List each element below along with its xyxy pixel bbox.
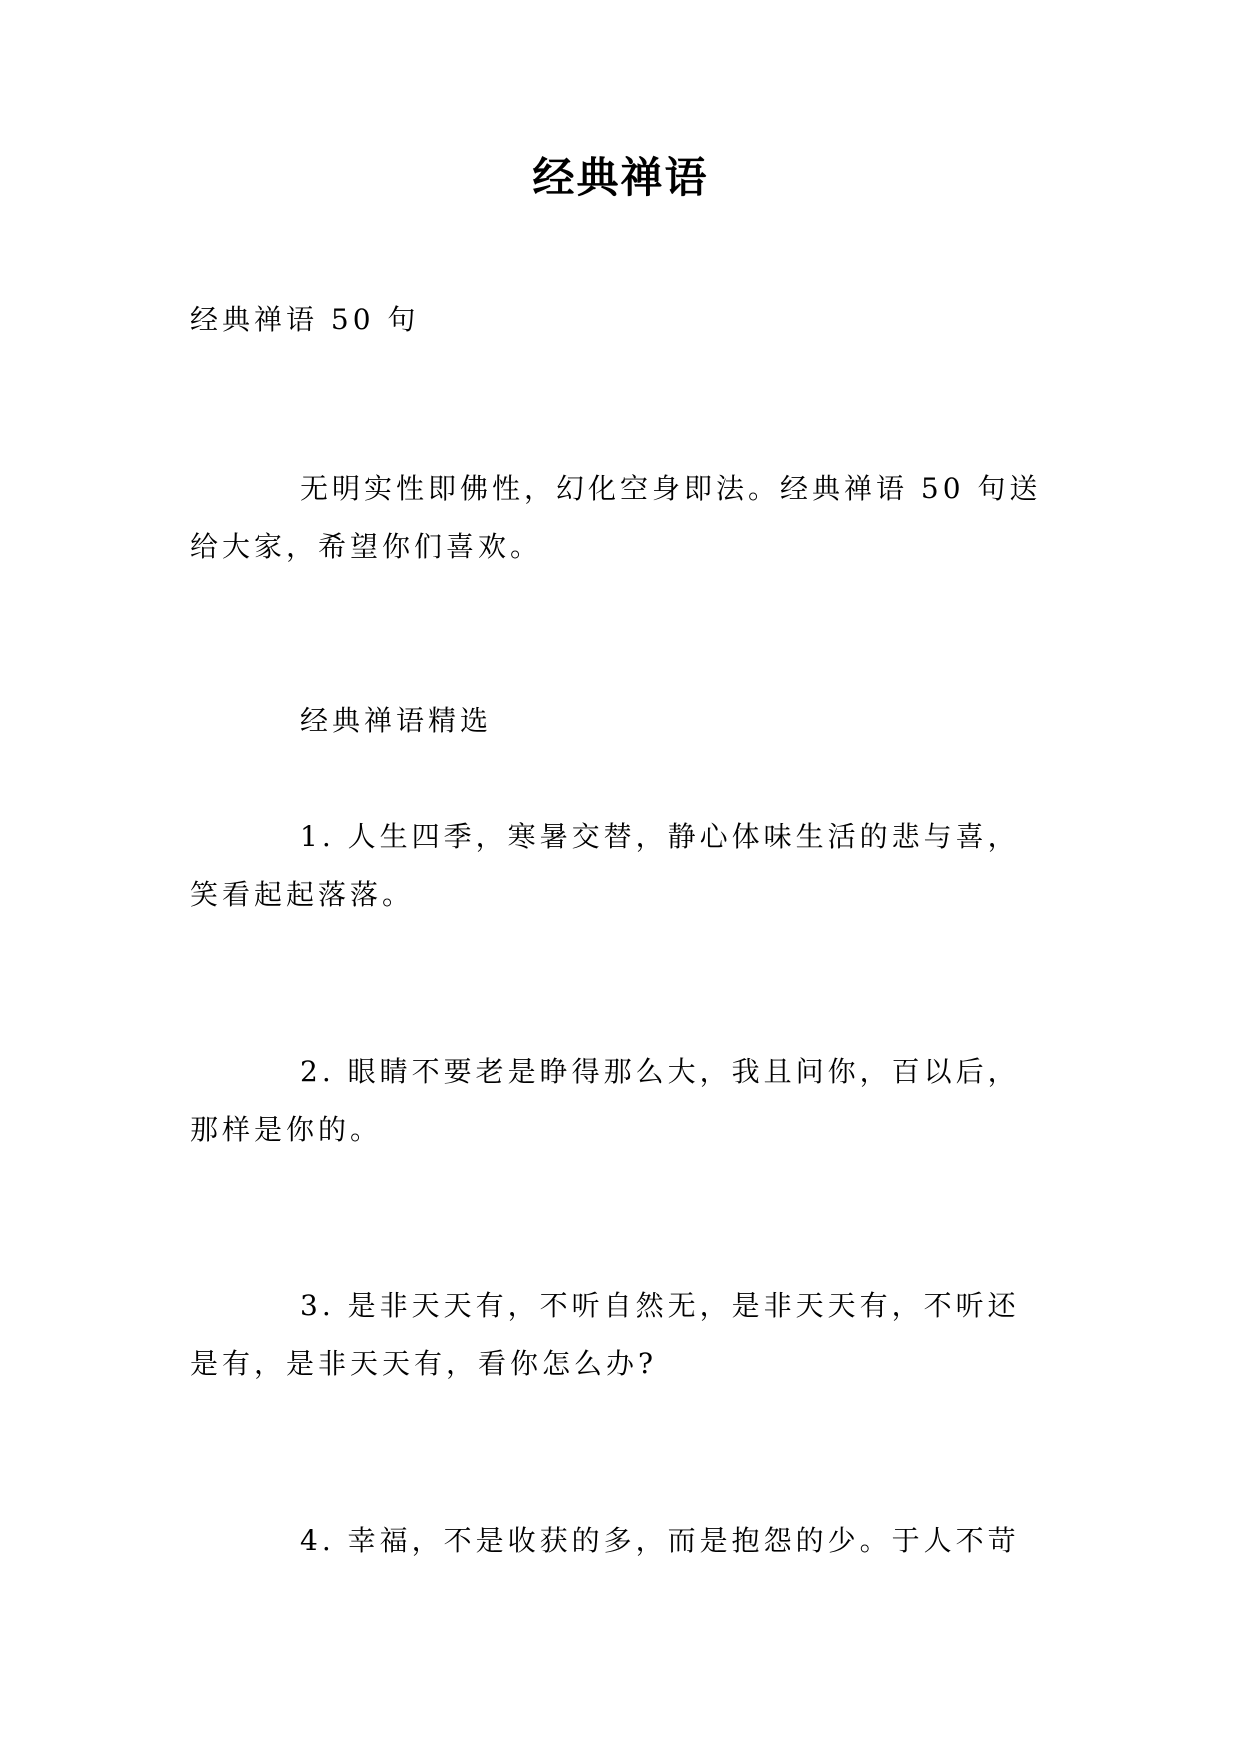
document-title: 经典禅语 <box>532 153 709 202</box>
quote-item: 3. 是非天天有，不听自然无，是非天天有，不听还是有，是非天天有，看你怎么办? <box>190 1289 1020 1380</box>
document-subtitle: 经典禅语 50 句 <box>190 303 420 336</box>
quote-item: 2. 眼睛不要老是睁得那么大，我且问你，百以后，那样是你的。 <box>190 1055 1020 1146</box>
section-heading: 经典禅语精选 <box>300 704 493 737</box>
quote-item: 4. 幸福，不是收获的多，而是抱怨的少。于人不苛 <box>300 1524 1020 1557</box>
quote-item: 1. 人生四季，寒暑交替，静心体味生活的悲与喜，笑看起起落落。 <box>190 820 1020 911</box>
intro-paragraph: 无明实性即佛性，幻化空身即法。经典禅语 50 句送给大家，希望你们喜欢。 <box>190 472 1042 563</box>
